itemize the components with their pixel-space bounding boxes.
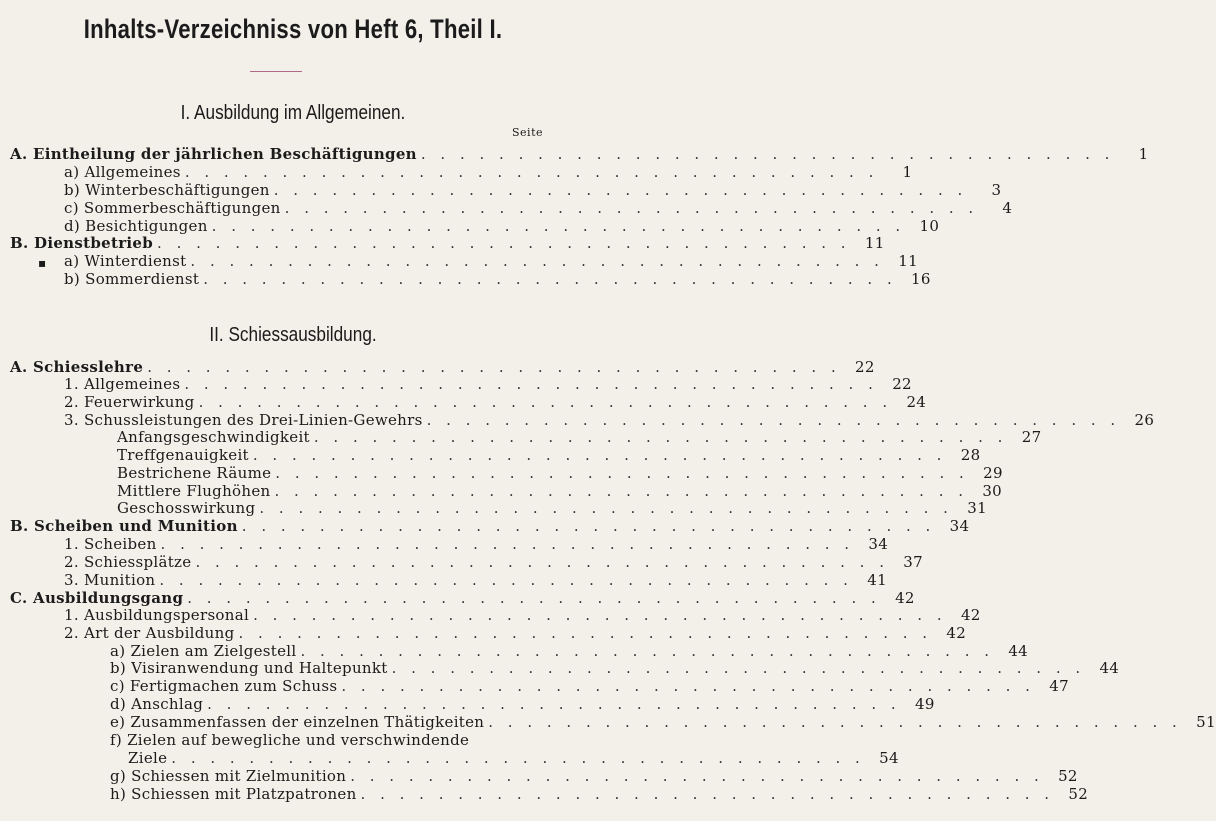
leader-dots: . . . . . . . . . . . . . . . . . . . . . . . . . . . . . . . . . . . . <box>203 270 897 288</box>
toc-entry-label: Ziele <box>128 749 168 767</box>
toc-entry-page: 34 <box>949 517 970 535</box>
toc-entry <box>117 464 1003 482</box>
toc-entry-label: b) Winterbeschäftigungen <box>64 181 270 199</box>
toc-entry-page: 47 <box>1049 677 1069 695</box>
leader-dots: . . . . . . . . . . . . . . . . . . . . . . . . . . . . . . . . . . . . <box>207 695 901 713</box>
toc-entry-page: 52 <box>1058 767 1078 785</box>
toc-entry <box>128 749 899 767</box>
toc-entry <box>117 499 987 517</box>
toc-entry-page: 37 <box>903 553 923 571</box>
page-title: Inhalts-Verzeichniss von Heft 6, Theil I. <box>83 14 503 44</box>
toc-entry-label: c) Fertigmachen zum Schuss <box>110 677 338 695</box>
toc-entry-label: d) Besichtigungen <box>64 217 208 235</box>
section-heading-2: II. Schiessausbildung. <box>209 324 377 346</box>
toc-entry-label: b) Sommerdienst <box>64 270 200 288</box>
toc-entry <box>10 234 885 252</box>
leader-dots: . . . . . . . . . . . . . . . . . . . . . . . . . . . . . . . . . . . . <box>211 217 906 235</box>
leader-dots: . . . . . . . . . . . . . . . . . . . . . . . . . . . . . . . . . . . . <box>241 517 936 535</box>
leader-dots: . . . . . . . . . . . . . . . . . . . . . . . . . . . . . . . . . . . . <box>426 411 1121 429</box>
toc-entry-label: 2. Schiessplätze <box>64 553 192 571</box>
toc-entry-page: 16 <box>911 270 931 288</box>
leader-dots: . . . . . . . . . . . . . . . . . . . . . . . . . . . . . . . . . . . . <box>274 482 969 500</box>
toc-entry <box>64 411 1155 429</box>
toc-entry <box>110 767 1078 785</box>
toc-entry-label: c) Sommerbeschäftigungen <box>64 199 281 217</box>
toc-entry <box>110 785 1089 803</box>
leader-dots: . . . . . . . . . . . . . . . . . . . . . . . . . . . . . . . . . . . . <box>300 642 995 660</box>
toc-entry-page: 10 <box>919 217 940 235</box>
toc-entry-label: a) Winterdienst <box>64 252 187 270</box>
toc-entry-page: 49 <box>914 695 935 713</box>
leader-dots: . . . . . . . . . . . . . . . . . . . . . . . . . . . . . . . . . . . . <box>275 464 969 482</box>
toc-entry-page: 34 <box>868 535 889 553</box>
toc-entry <box>10 589 915 607</box>
toc-entry-page: 41 <box>867 571 887 589</box>
toc-entry-label: f) Zielen auf bewegliche und verschwindende <box>110 731 470 749</box>
toc-entry-label: g) Schiessen mit Zielmunition <box>110 767 347 785</box>
leader-dots: . . . . . . . . . . . . . . . . . . . . . . . . . . . . . . . . . . . . <box>259 499 953 517</box>
toc-entry <box>64 375 912 393</box>
toc-entry-label: Treffgenauigkeit <box>117 446 249 464</box>
leader-dots: . . . . . . . . . . . . . . . . . . . . . . . . . . . . . . . . . . . . <box>252 446 947 464</box>
toc-entry-label: 1. Ausbildungspersonal <box>64 606 250 624</box>
toc-entry-page: 28 <box>960 446 981 464</box>
toc-entry <box>64 199 1013 217</box>
toc-entry-label: A. Eintheilung der jährlichen Beschäftigungen <box>10 145 417 163</box>
toc-entry-label: Mittlere Flughöhen <box>117 482 271 500</box>
toc-entry-page: 54 <box>879 749 899 767</box>
toc-entry-label: a) Allgemeines <box>64 163 181 181</box>
leader-dots: . . . . . . . . . . . . . . . . . . . . . . . . . . . . . . . . . . . . <box>184 375 878 393</box>
toc-entry-label: 3. Schussleistungen des Drei-Linien-Gewehrs <box>64 411 423 429</box>
leader-dots: . . . . . . . . . . . . . . . . . . . . . . . . . . . . . . . . . . . . <box>420 145 1115 163</box>
leader-dots: . . . . . . . . . . . . . . . . . . . . . . . . . . . . . . . . . . . . <box>360 785 1055 803</box>
toc-entry <box>117 446 981 464</box>
toc-entry-label: 1. Allgemeines <box>64 375 181 393</box>
toc-entry-page: 31 <box>967 499 987 517</box>
toc-entry-label: Bestrichene Räume <box>117 464 272 482</box>
toc-entry <box>110 713 1216 731</box>
toc-entry-label: 2. Feuerwirkung <box>64 393 195 411</box>
leader-dots: . . . . . . . . . . . . . . . . . . . . . . . . . . . . . . . . . . . . <box>195 553 889 571</box>
leader-dots: . . . . . . . . . . . . . . . . . . . . . . . . . . . . . . . . . . . . <box>341 677 1035 695</box>
toc-entry-page: 42 <box>895 589 915 607</box>
toc-entry-label: B. Scheiben und Munition <box>10 517 238 535</box>
toc-entry <box>64 571 887 589</box>
toc-entry-label: Anfangsgeschwindigkeit <box>117 428 310 446</box>
leader-dots: . . . . . . . . . . . . . . . . . . . . . . . . . . . . . . . . . . . . <box>171 749 865 767</box>
toc-entry <box>64 553 923 571</box>
toc-entry <box>64 252 918 270</box>
leader-dots: . . . . . . . . . . . . . . . . . . . . . . . . . . . . . . . . . . . . <box>238 624 933 642</box>
toc-entry <box>110 659 1120 677</box>
leader-dots: . . . . . . . . . . . . . . . . . . . . . . . . . . . . . . . . . . . . <box>184 163 879 181</box>
toc-entry-page: 30 <box>982 482 1003 500</box>
toc-entry-page: 42 <box>960 606 981 624</box>
leader-dots: . . . . . . . . . . . . . . . . . . . . . . . . . . . . . . . . . . . . <box>147 358 841 376</box>
toc-entry <box>110 642 1029 660</box>
toc-entry <box>64 606 981 624</box>
leader-dots: . . . . . . . . . . . . . . . . . . . . . . . . . . . . . . . . . . . . <box>198 393 893 411</box>
toc-entry-page: 44 <box>1099 659 1120 677</box>
toc-entry-label: b) Visiranwendung und Haltepunkt <box>110 659 388 677</box>
leader-dots: . . . . . . . . . . . . . . . . . . . . . . . . . . . . . . . . . . . . <box>160 535 855 553</box>
toc-entry-label: A. Schiesslehre <box>10 358 144 376</box>
leader-dots: . . . . . . . . . . . . . . . . . . . . . . . . . . . . . . . . . . . . <box>273 181 968 199</box>
leader-dots: . . . . . . . . . . . . . . . . . . . . . . . . . . . . . . . . . . . . <box>391 659 1086 677</box>
section-heading-1: I. Ausbildung im Allgemeinen. <box>180 102 406 124</box>
toc-entry <box>117 428 1042 446</box>
toc-entry-label: B. Dienstbetrieb <box>10 234 154 252</box>
toc-entry-page: 27 <box>1021 428 1042 446</box>
toc-entry <box>64 270 931 288</box>
toc-entry <box>110 695 935 713</box>
toc-entry <box>110 731 545 749</box>
toc-entry <box>10 358 875 376</box>
leader-dots: . . . . . . . . . . . . . . . . . . . . . . . . . . . . . . . . . . . . <box>350 767 1044 785</box>
toc-entry-page: 11 <box>864 234 885 252</box>
toc-entry-page: 3 <box>991 181 1002 199</box>
toc-entry-page: 22 <box>855 358 875 376</box>
toc-entry-label: 1. Scheiben <box>64 535 157 553</box>
toc-entry-label: 2. Art der Ausbildung <box>64 624 235 642</box>
toc-entry-label: e) Zusammenfassen der einzelnen Thätigkeiten <box>110 713 485 731</box>
toc-entry-page: 24 <box>906 393 927 411</box>
toc-entry-label: h) Schiessen mit Platzpatronen <box>110 785 357 803</box>
leader-dots: . . . . . . . . . . . . . . . . . . . . . . . . . . . . . . . . . . . . <box>159 571 853 589</box>
leader-dots: . . . . . . . . . . . . . . . . . . . . . . . . . . . . . . . . . . . . <box>284 199 979 217</box>
toc-entry-label: C. Ausbildungsgang <box>10 589 184 607</box>
toc-entry <box>10 517 970 535</box>
toc-entry-label: 3. Munition <box>64 571 156 589</box>
toc-entry-label: a) Zielen am Zielgestell <box>110 642 297 660</box>
toc-entry-page: 1 <box>902 163 913 181</box>
toc-entry <box>64 181 1002 199</box>
toc-entry <box>64 393 927 411</box>
toc-entry-page: 22 <box>892 375 912 393</box>
toc-entry-page: 42 <box>946 624 967 642</box>
toc-entry-page: 26 <box>1134 411 1155 429</box>
toc-entry-page: 1 <box>1138 145 1149 163</box>
leader-dots: . . . . . . . . . . . . . . . . . . . . . . . . . . . . . . . . . . . . <box>157 234 851 252</box>
toc-entry <box>64 624 967 642</box>
toc-entry <box>10 145 1149 163</box>
toc-entry-page: 11 <box>898 252 918 270</box>
toc-entry-page: 52 <box>1068 785 1089 803</box>
leader-dots: . . . . . . . . . . . . . . . . . . . . . . . . . . . . . . . . . . . . <box>253 606 947 624</box>
page-column-header: Seite <box>512 126 543 139</box>
toc-entry-label: d) Anschlag <box>110 695 204 713</box>
margin-mark: ▪ <box>38 256 47 270</box>
leader-dots: . . . . . . . . . . . . . . . . . . . . . . . . . . . . . . . . . . . . <box>313 428 1008 446</box>
toc-entry-page: 51 <box>1196 713 1216 731</box>
toc-entry-label: Geschosswirkung <box>117 499 256 517</box>
leader-dots: . . . . . . . . . . . . . . . . . . . . . . . . . . . . . . . . . . . . <box>190 252 884 270</box>
leader-dots: . . . . . . . . . . . . . . . . . . . . . . . . . . . . . . . . . . . . <box>488 713 1182 731</box>
toc-entry-page: 44 <box>1008 642 1029 660</box>
title-divider <box>250 71 302 72</box>
leader-dots: . . . . . . . . . . . . . . . . . . . . . . . . . . . . . . . . . . . . <box>187 589 881 607</box>
toc-entry <box>117 482 1003 500</box>
toc-entry-page: 29 <box>983 464 1003 482</box>
toc-entry <box>64 217 940 235</box>
toc-entry-page: 4 <box>1002 199 1013 217</box>
toc-entry <box>64 163 913 181</box>
toc-entry <box>64 535 889 553</box>
toc-entry <box>110 677 1069 695</box>
